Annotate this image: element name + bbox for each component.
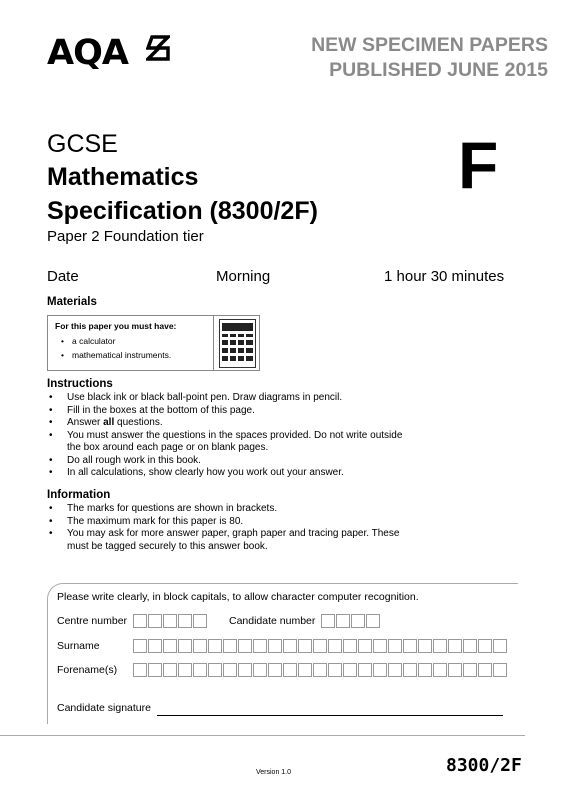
entry-cell[interactable] (178, 639, 192, 653)
entry-cell[interactable] (283, 663, 297, 677)
entry-cell[interactable] (193, 663, 207, 677)
entry-cell[interactable] (418, 663, 432, 677)
subject-line-1: Mathematics (47, 163, 199, 191)
entry-cell[interactable] (448, 639, 462, 653)
candidate-number-field[interactable] (321, 614, 381, 628)
entry-cell[interactable] (373, 639, 387, 653)
entry-cell[interactable] (343, 663, 357, 677)
entry-cell[interactable] (478, 639, 492, 653)
signature-line[interactable] (157, 715, 503, 716)
entry-cell[interactable] (148, 614, 162, 628)
list-item: • Fill in the boxes at the bottom of this page. (47, 405, 407, 418)
entry-cell[interactable] (463, 639, 477, 653)
entry-cell[interactable] (178, 614, 192, 628)
entry-cell[interactable] (253, 663, 267, 677)
duration: 1 hour 30 minutes (384, 268, 505, 285)
centre-number-field[interactable] (133, 614, 208, 628)
entry-cell[interactable] (493, 663, 507, 677)
entry-cell[interactable] (493, 639, 507, 653)
entry-cell[interactable] (388, 663, 402, 677)
version-text: Version 1.0 (256, 769, 292, 776)
entry-cell[interactable] (148, 639, 162, 653)
entry-cell[interactable] (268, 639, 282, 653)
centre-number-label: Centre number (57, 615, 128, 627)
entry-cell[interactable] (208, 639, 222, 653)
entry-cell[interactable] (148, 663, 162, 677)
entry-cell[interactable] (133, 614, 147, 628)
entry-cell[interactable] (366, 614, 380, 628)
calculator-icon (219, 319, 256, 368)
forename-label: Forename(s) (57, 664, 118, 676)
forename-field[interactable] (133, 663, 508, 677)
candidate-number-label: Candidate number (229, 615, 316, 627)
entry-cell[interactable] (298, 663, 312, 677)
entry-cell[interactable] (253, 639, 267, 653)
information-list (47, 503, 407, 553)
subject-title (47, 160, 318, 228)
materials-heading: Materials (47, 296, 97, 308)
entry-cell[interactable] (133, 663, 147, 677)
list-item: • You must answer the questions in the spaces provided. Do not write outside the box around each page or on blank pages. (47, 430, 407, 455)
entry-cell[interactable] (321, 614, 335, 628)
session: Morning (216, 268, 271, 285)
date-label: Date (47, 268, 79, 285)
footer-rule (0, 735, 525, 736)
specimen-line-1: NEW SPECIMEN PAPERS (311, 34, 548, 56)
entry-cell[interactable] (463, 663, 477, 677)
entry-cell[interactable] (328, 639, 342, 653)
entry-cell[interactable] (433, 639, 447, 653)
entry-cell[interactable] (238, 663, 252, 677)
materials-item: a calculator (72, 336, 116, 346)
aqa-logo-mark (146, 35, 170, 61)
tier-letter: F (458, 128, 499, 202)
list-item: • The marks for questions are shown in brackets. (47, 503, 407, 516)
candidate-note: Please write clearly, in block capitals, to allow character computer recognition. (57, 591, 419, 603)
entry-cell[interactable] (343, 639, 357, 653)
information-heading: Information (47, 489, 111, 501)
list-item: • The maximum mark for this paper is 80. (47, 516, 407, 529)
materials-item: mathematical instruments. (72, 350, 172, 360)
entry-cell[interactable] (223, 639, 237, 653)
specimen-line-2: PUBLISHED JUNE 2015 (329, 59, 548, 81)
aqa-logo: AQA (47, 33, 128, 73)
entry-cell[interactable] (433, 663, 447, 677)
entry-cell[interactable] (163, 614, 177, 628)
entry-cell[interactable] (178, 663, 192, 677)
entry-cell[interactable] (448, 663, 462, 677)
materials-divider (213, 316, 214, 370)
paper-code: 8300/2F (446, 755, 522, 776)
entry-cell[interactable] (298, 639, 312, 653)
entry-cell[interactable] (328, 663, 342, 677)
list-item: • Do all rough work in this book. (47, 455, 407, 468)
entry-cell[interactable] (238, 639, 252, 653)
entry-cell[interactable] (313, 639, 327, 653)
surname-field[interactable] (133, 639, 508, 653)
materials-lead: For this paper you must have: (55, 321, 177, 331)
entry-cell[interactable] (193, 614, 207, 628)
materials-box (47, 315, 260, 371)
entry-cell[interactable] (403, 639, 417, 653)
entry-cell[interactable] (208, 663, 222, 677)
answer-all-text: Answer all questions. (67, 417, 163, 428)
list-item: • In all calculations, show clearly how you work out your answer. (47, 467, 407, 480)
entry-cell[interactable] (351, 614, 365, 628)
entry-cell[interactable] (336, 614, 350, 628)
bullet: • (61, 336, 64, 346)
entry-cell[interactable] (358, 663, 372, 677)
instructions-heading: Instructions (47, 378, 113, 390)
paper-title: Paper 2 Foundation tier (47, 228, 204, 245)
instructions-list (47, 392, 407, 480)
qualification: GCSE (47, 130, 118, 158)
surname-label: Surname (57, 640, 100, 652)
entry-cell[interactable] (223, 663, 237, 677)
list-item: • Use black ink or black ball-point pen. Draw diagrams in pencil. (47, 392, 407, 405)
entry-cell[interactable] (478, 663, 492, 677)
entry-cell[interactable] (163, 663, 177, 677)
entry-cell[interactable] (268, 663, 282, 677)
entry-cell[interactable] (403, 663, 417, 677)
entry-cell[interactable] (193, 639, 207, 653)
entry-cell[interactable] (373, 663, 387, 677)
list-item (47, 417, 407, 430)
entry-cell[interactable] (388, 639, 402, 653)
entry-cell[interactable] (313, 663, 327, 677)
entry-cell[interactable] (133, 639, 147, 653)
entry-cell[interactable] (163, 639, 177, 653)
entry-cell[interactable] (418, 639, 432, 653)
list-item: • You may ask for more answer paper, graph paper and tracing paper. These must be tagged securely to this answer book. (47, 528, 407, 553)
entry-cell[interactable] (283, 639, 297, 653)
subject-line-2: Specification (8300/2F) (47, 197, 318, 225)
signature-label: Candidate signature (57, 702, 151, 714)
entry-cell[interactable] (358, 639, 372, 653)
specimen-banner (311, 33, 548, 83)
bullet: • (61, 350, 64, 360)
